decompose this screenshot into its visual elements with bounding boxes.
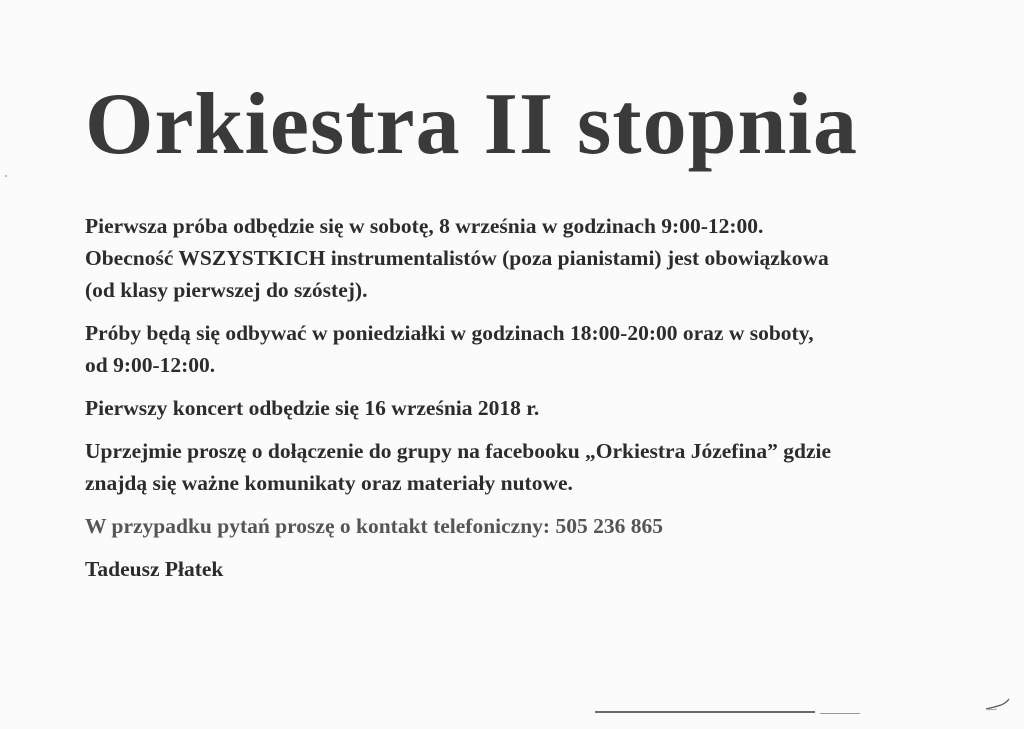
text-line: Próby będą się odbywać w poniedziałki w godzinach 18:00-20:00 oraz w soboty, (85, 321, 814, 345)
signature-name: Tadeusz Płatek (85, 557, 224, 581)
text-line: Obecność WSZYSTKICH instrumentalistów (poza pianistami) jest obowiązkowa (85, 246, 829, 270)
text-line: znajdą się ważne komunikaty oraz materiały nutowe. (85, 471, 573, 495)
signature (85, 553, 965, 585)
scan-artifact-line (595, 711, 815, 713)
text-line: (od klasy pierwszej do szóstej). (85, 278, 368, 302)
paragraph-contact-phone (85, 510, 965, 542)
paragraph-facebook-group (85, 435, 965, 499)
text-line: od 9:00-12:00. (85, 353, 216, 377)
notice-title: Orkiestra II stopnia (85, 76, 858, 173)
scan-corner-mark (985, 697, 1011, 711)
scan-artifact-line-thin (820, 713, 860, 714)
paragraph-first-concert (85, 392, 965, 424)
notice-body (85, 210, 965, 596)
scan-speck (5, 175, 7, 177)
paragraph-first-rehearsal (85, 210, 965, 306)
text-line: Uprzejmie proszę o dołączenie do grupy na facebooku „Orkiestra Józefina” gdzie (85, 439, 832, 463)
text-line: Pierwsza próba odbędzie się w sobotę, 8 września w godzinach 9:00-12:00. (85, 214, 764, 238)
paragraph-rehearsal-schedule (85, 317, 965, 381)
text-line: Pierwszy koncert odbędzie się 16 września 2018 r. (85, 396, 540, 420)
text-line: W przypadku pytań proszę o kontakt telefoniczny: 505 236 865 (85, 514, 663, 538)
